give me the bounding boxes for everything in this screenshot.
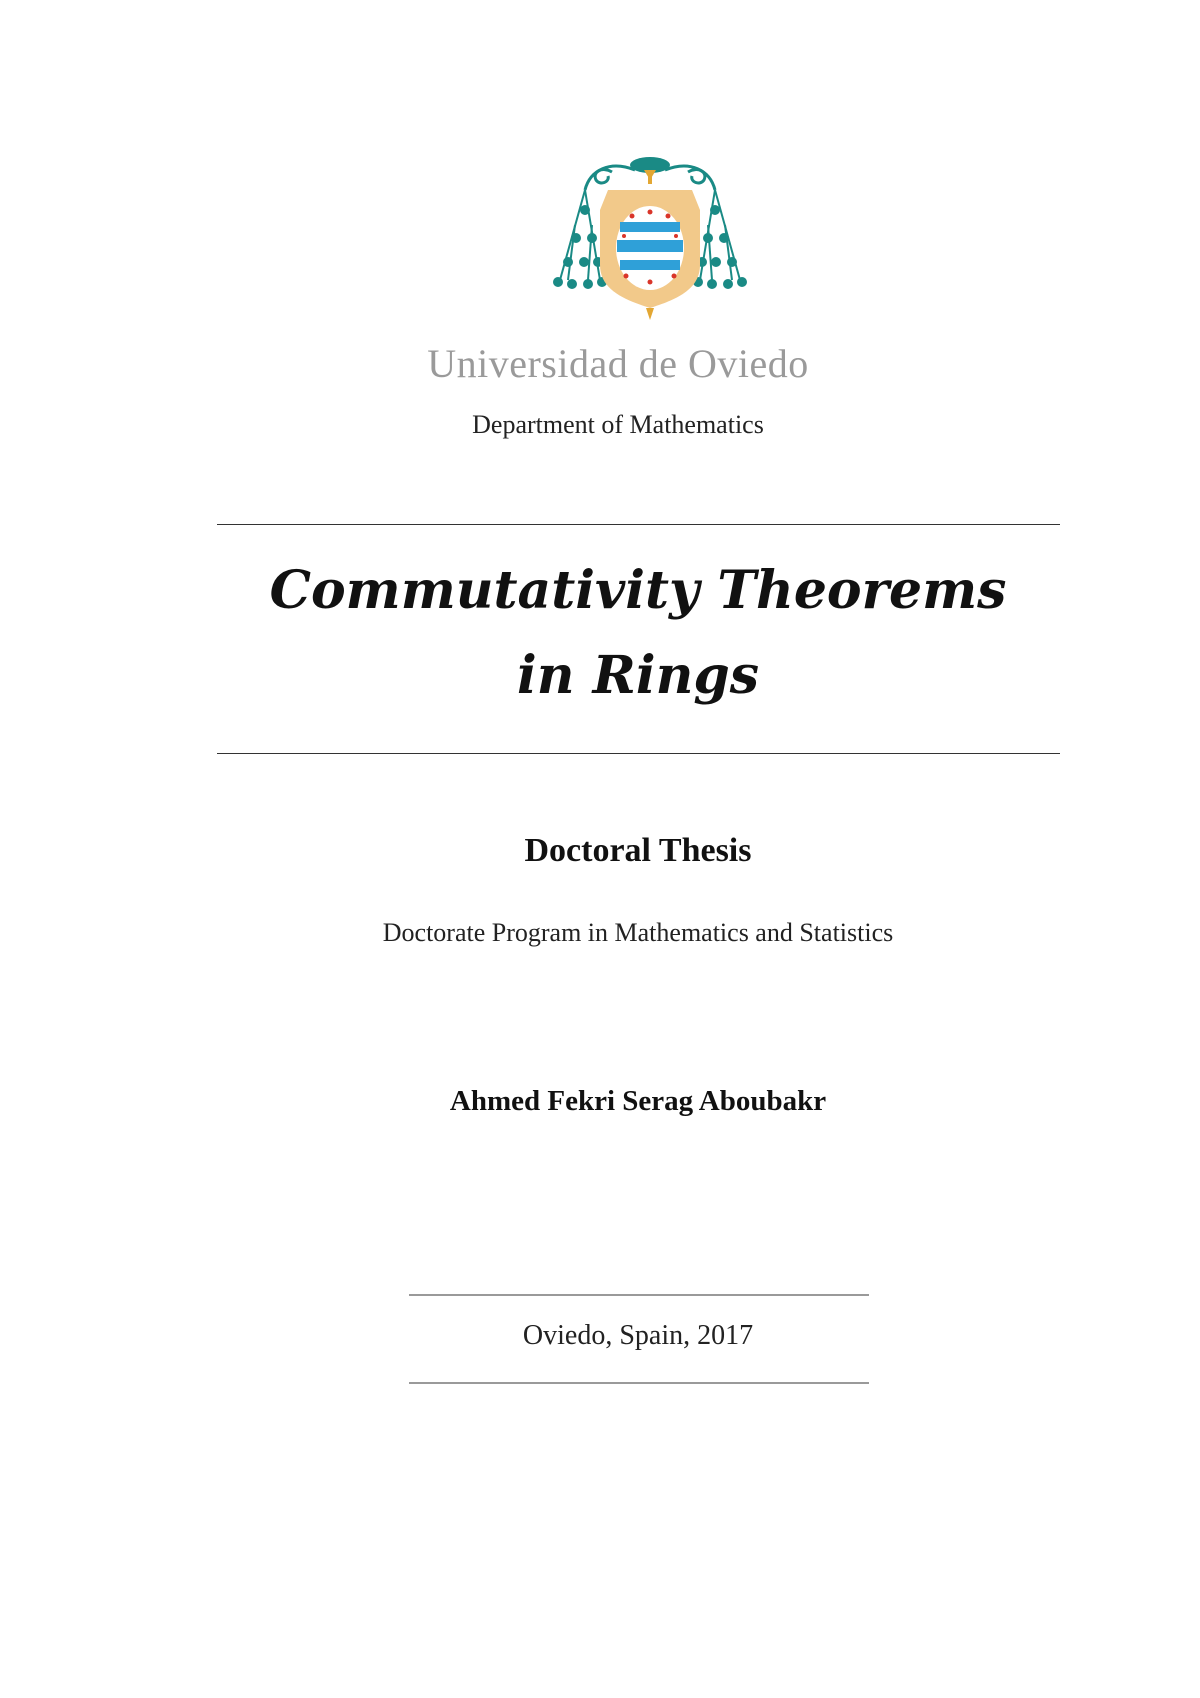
department-name: Department of Mathematics (472, 410, 764, 439)
thesis-title-line2: in Rings (516, 645, 760, 706)
title-rule-top (217, 524, 1060, 525)
university-logo (540, 150, 760, 325)
place-rule-bottom (409, 1382, 869, 1384)
university-name: Universidad de Oviedo (427, 341, 809, 386)
place-and-date: Oviedo, Spain, 2017 (522, 1320, 754, 1351)
coat-of-arms-icon (540, 150, 760, 325)
author-name: Ahmed Fekri Serag Aboubakr (449, 1085, 827, 1117)
thesis-title-line1: Commutativity Theorems (269, 560, 1007, 621)
place-rule-top (409, 1294, 869, 1296)
doctorate-program: Doctorate Program in Mathematics and Statistics (382, 918, 894, 947)
thesis-type: Doctoral Thesis (524, 832, 752, 869)
title-rule-bottom (217, 753, 1060, 754)
